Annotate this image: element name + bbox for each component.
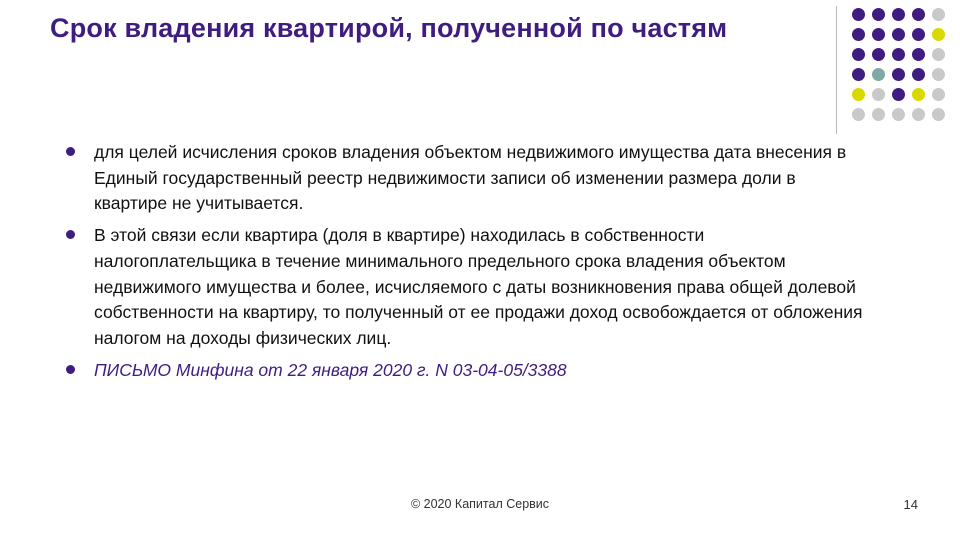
footer-copyright: © 2020 Капитал Сервис — [410, 497, 550, 511]
dot-icon — [852, 48, 865, 61]
dot-icon — [892, 68, 905, 81]
dot-icon — [932, 48, 945, 61]
dot-icon — [852, 68, 865, 81]
dot-icon — [852, 108, 865, 121]
bullet-marker-icon — [66, 365, 75, 374]
dot-icon — [912, 48, 925, 61]
list-item-text: В этой связи если квартира (доля в квартире) находилась в собственности налогоплательщика в течение минимального предельного срока владения объектом недвижимого имущества и более, исчисляемого с даты возникновения права общей долевой собственности на квартиру, то полученный от ее продажи доход освобождается от обложения налогом на доходы физических лиц. — [94, 225, 863, 349]
dot-icon — [872, 68, 885, 81]
dot-row — [852, 48, 952, 61]
dot-icon — [892, 48, 905, 61]
dot-icon — [892, 88, 905, 101]
dot-icon — [872, 8, 885, 21]
page-title: Срок владения квартирой, полученной по частям — [50, 13, 728, 43]
list-item — [52, 140, 867, 217]
list-item — [52, 223, 867, 352]
dot-icon — [932, 8, 945, 21]
dot-icon — [912, 28, 925, 41]
bullet-marker-icon — [66, 230, 75, 239]
bullet-marker-icon — [66, 147, 75, 156]
dot-icon — [892, 8, 905, 21]
dot-icon — [932, 68, 945, 81]
dot-icon — [872, 108, 885, 121]
list-item — [52, 358, 867, 384]
dot-row — [852, 108, 952, 121]
dot-icon — [852, 88, 865, 101]
dot-icon — [872, 28, 885, 41]
dot-icon — [932, 108, 945, 121]
dot-icon — [912, 68, 925, 81]
dot-icon — [892, 108, 905, 121]
dot-icon — [872, 88, 885, 101]
dot-icon — [872, 48, 885, 61]
footer-page-number: 14 — [903, 497, 918, 512]
dot-row — [852, 68, 952, 81]
list-item-text: ПИСЬМО Минфина от 22 января 2020 г. N 03-04-05/3388 — [94, 359, 567, 380]
title-divider — [836, 6, 837, 134]
dot-row — [852, 8, 952, 21]
dot-icon — [912, 108, 925, 121]
dot-icon — [892, 28, 905, 41]
list-item-text: для целей исчисления сроков владения объектом недвижимого имущества дата внесения в Единый государственный реестр недвижимости записи об изменении размера доли в квартире не учитывается. — [94, 142, 847, 214]
dot-row — [852, 28, 952, 41]
dot-icon — [912, 8, 925, 21]
dot-icon — [932, 28, 945, 41]
dot-icon — [912, 88, 925, 101]
bullet-list — [52, 140, 867, 389]
dot-grid-decoration — [852, 8, 952, 120]
dot-icon — [932, 88, 945, 101]
dot-row — [852, 88, 952, 101]
dot-icon — [852, 8, 865, 21]
dot-icon — [852, 28, 865, 41]
